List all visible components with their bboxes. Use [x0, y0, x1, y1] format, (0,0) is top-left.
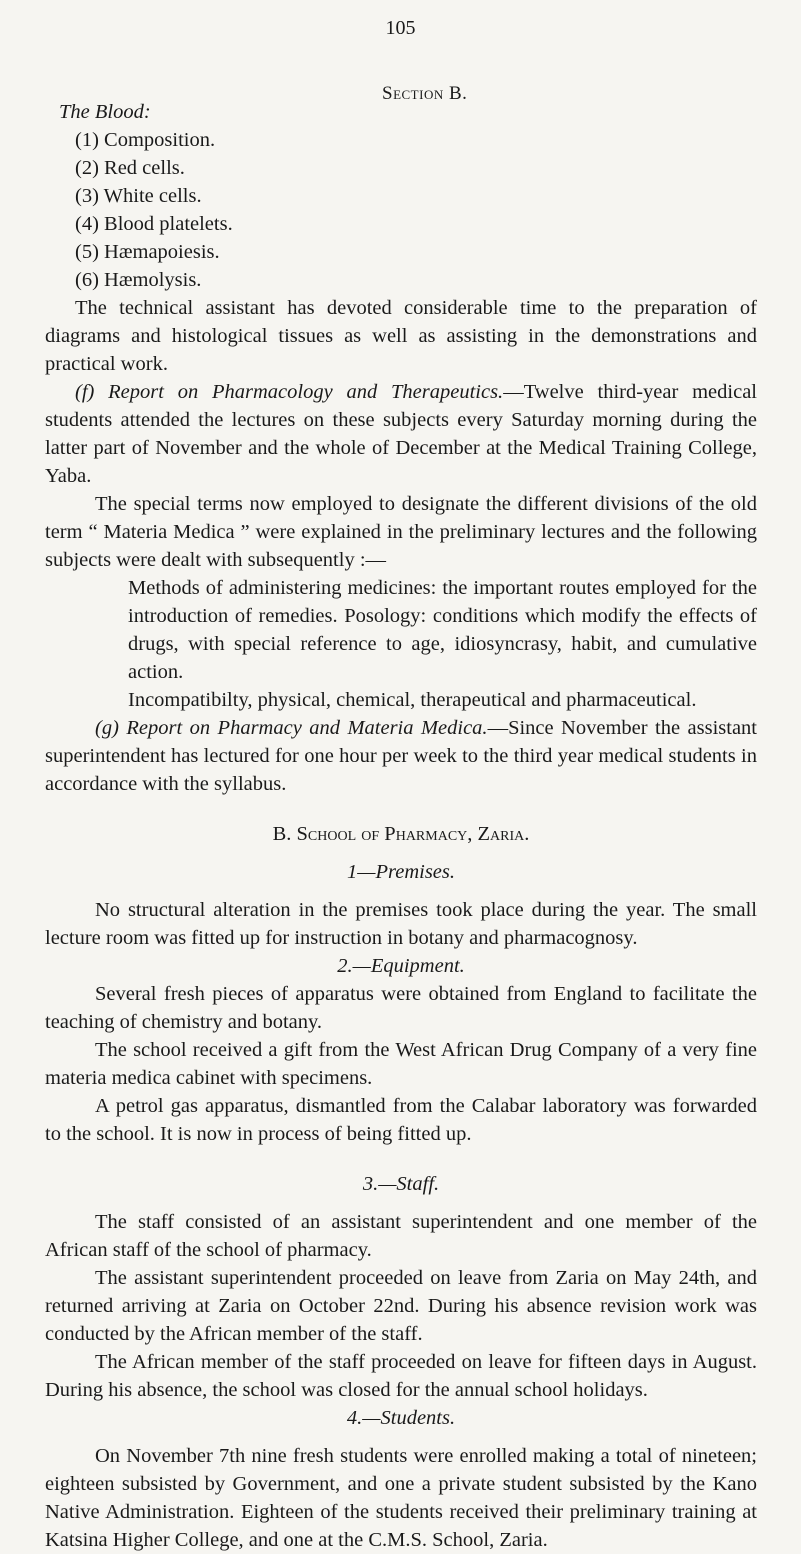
students-heading: 4.—Students.: [346, 1407, 456, 1429]
paragraph: A petrol gas apparatus, dismantled from the Calabar laboratory was forwarded to the school. It is now in process of being fitted up.: [45, 1095, 757, 1145]
staff-heading: 3.—Staff.: [362, 1173, 440, 1195]
page-content: [45, 98, 757, 1554]
paragraph: The school received a gift from the West African Drug Company of a very fine materia medica cabinet with specimens.: [45, 1039, 757, 1089]
blood-title: The Blood:: [59, 101, 151, 123]
paragraph: On November 7th nine fresh students were enrolled making a total of nineteen; eighteen subsisted by Government, and one a private student subsisted by the Kano Native Administration. Eighteen of the students received their preliminary training at Katsina Higher College, and one at the C.M.S. School, Zaria.: [45, 1445, 757, 1551]
pharmacy-text: —Since November the assistant superintendent has lectured for one hour per week to the third year medical students in accordance with the syllabus.: [45, 717, 757, 795]
paragraph: The assistant superintendent proceeded on leave from Zaria on May 24th, and returned arriving at Zaria on October 22nd. During his absence revision work was conducted by the African member of the staff.: [45, 1267, 757, 1345]
paragraph: The staff consisted of an assistant superintendent and one member of the African staff of the school of pharmacy.: [45, 1211, 757, 1261]
pharmacy-paragraph: [45, 714, 757, 798]
premises-heading: 1—Premises.: [347, 861, 455, 883]
school-heading: B. School of Pharmacy, Zaria.: [272, 823, 530, 845]
list-item: (4) Blood platelets.: [75, 213, 233, 235]
paragraph: Several fresh pieces of apparatus were obtained from England to facilitate the teaching of chemistry and botany.: [45, 983, 757, 1033]
paragraph: No structural alteration in the premises took place during the year. The small lecture room was fitted up for instruction in botany and pharmacognosy.: [45, 899, 757, 949]
pharmacy-heading: (g) Report on Pharmacy and Materia Medica.: [95, 717, 488, 739]
pharmacology-text: —Twelve third-year medical students attended the lectures on these subjects every Saturday morning during the latter part of November and the whole of December at the Medical Training College, Yaba.: [45, 381, 757, 487]
list-item: (2) Red cells.: [75, 157, 185, 179]
list-item: (5) Hæmapoiesis.: [75, 241, 220, 263]
pharmacology-heading: (f) Report on Pharmacology and Therapeutics.: [75, 381, 504, 403]
list-item: (1) Composition.: [75, 129, 216, 151]
paragraph: The African member of the staff proceeded on leave for fifteen days in August. During his absence, the school was closed for the annual school holidays.: [45, 1351, 757, 1401]
equipment-heading: 2.—Equipment.: [337, 955, 465, 977]
incompatibility-paragraph: Incompatibilty, physical, chemical, therapeutical and pharmaceutical.: [128, 689, 697, 711]
blood-topic-list: [45, 126, 757, 294]
section-heading: Section B.: [382, 83, 468, 104]
list-item: (3) White cells.: [75, 185, 202, 207]
paragraph: The technical assistant has devoted considerable time to the preparation of diagrams and histological tissues as well as assisting in the demonstrations and practical work.: [45, 297, 757, 375]
list-item: (6) Hæmolysis.: [75, 269, 202, 291]
pharmacology-paragraph: [45, 378, 757, 490]
page-number: 105: [385, 17, 416, 39]
methods-paragraph: Methods of administering medicines: the important routes employed for the introduction of remedies. Posology: conditions which modify the effects of drugs, with special reference to age, idiosyncrasy, habit, and cumulative action.: [128, 577, 757, 683]
paragraph: The special terms now employed to designate the different divisions of the old term “ Materia Medica ” were explained in the preliminary lectures and the following subjects were dealt with subsequently :—: [45, 493, 757, 571]
